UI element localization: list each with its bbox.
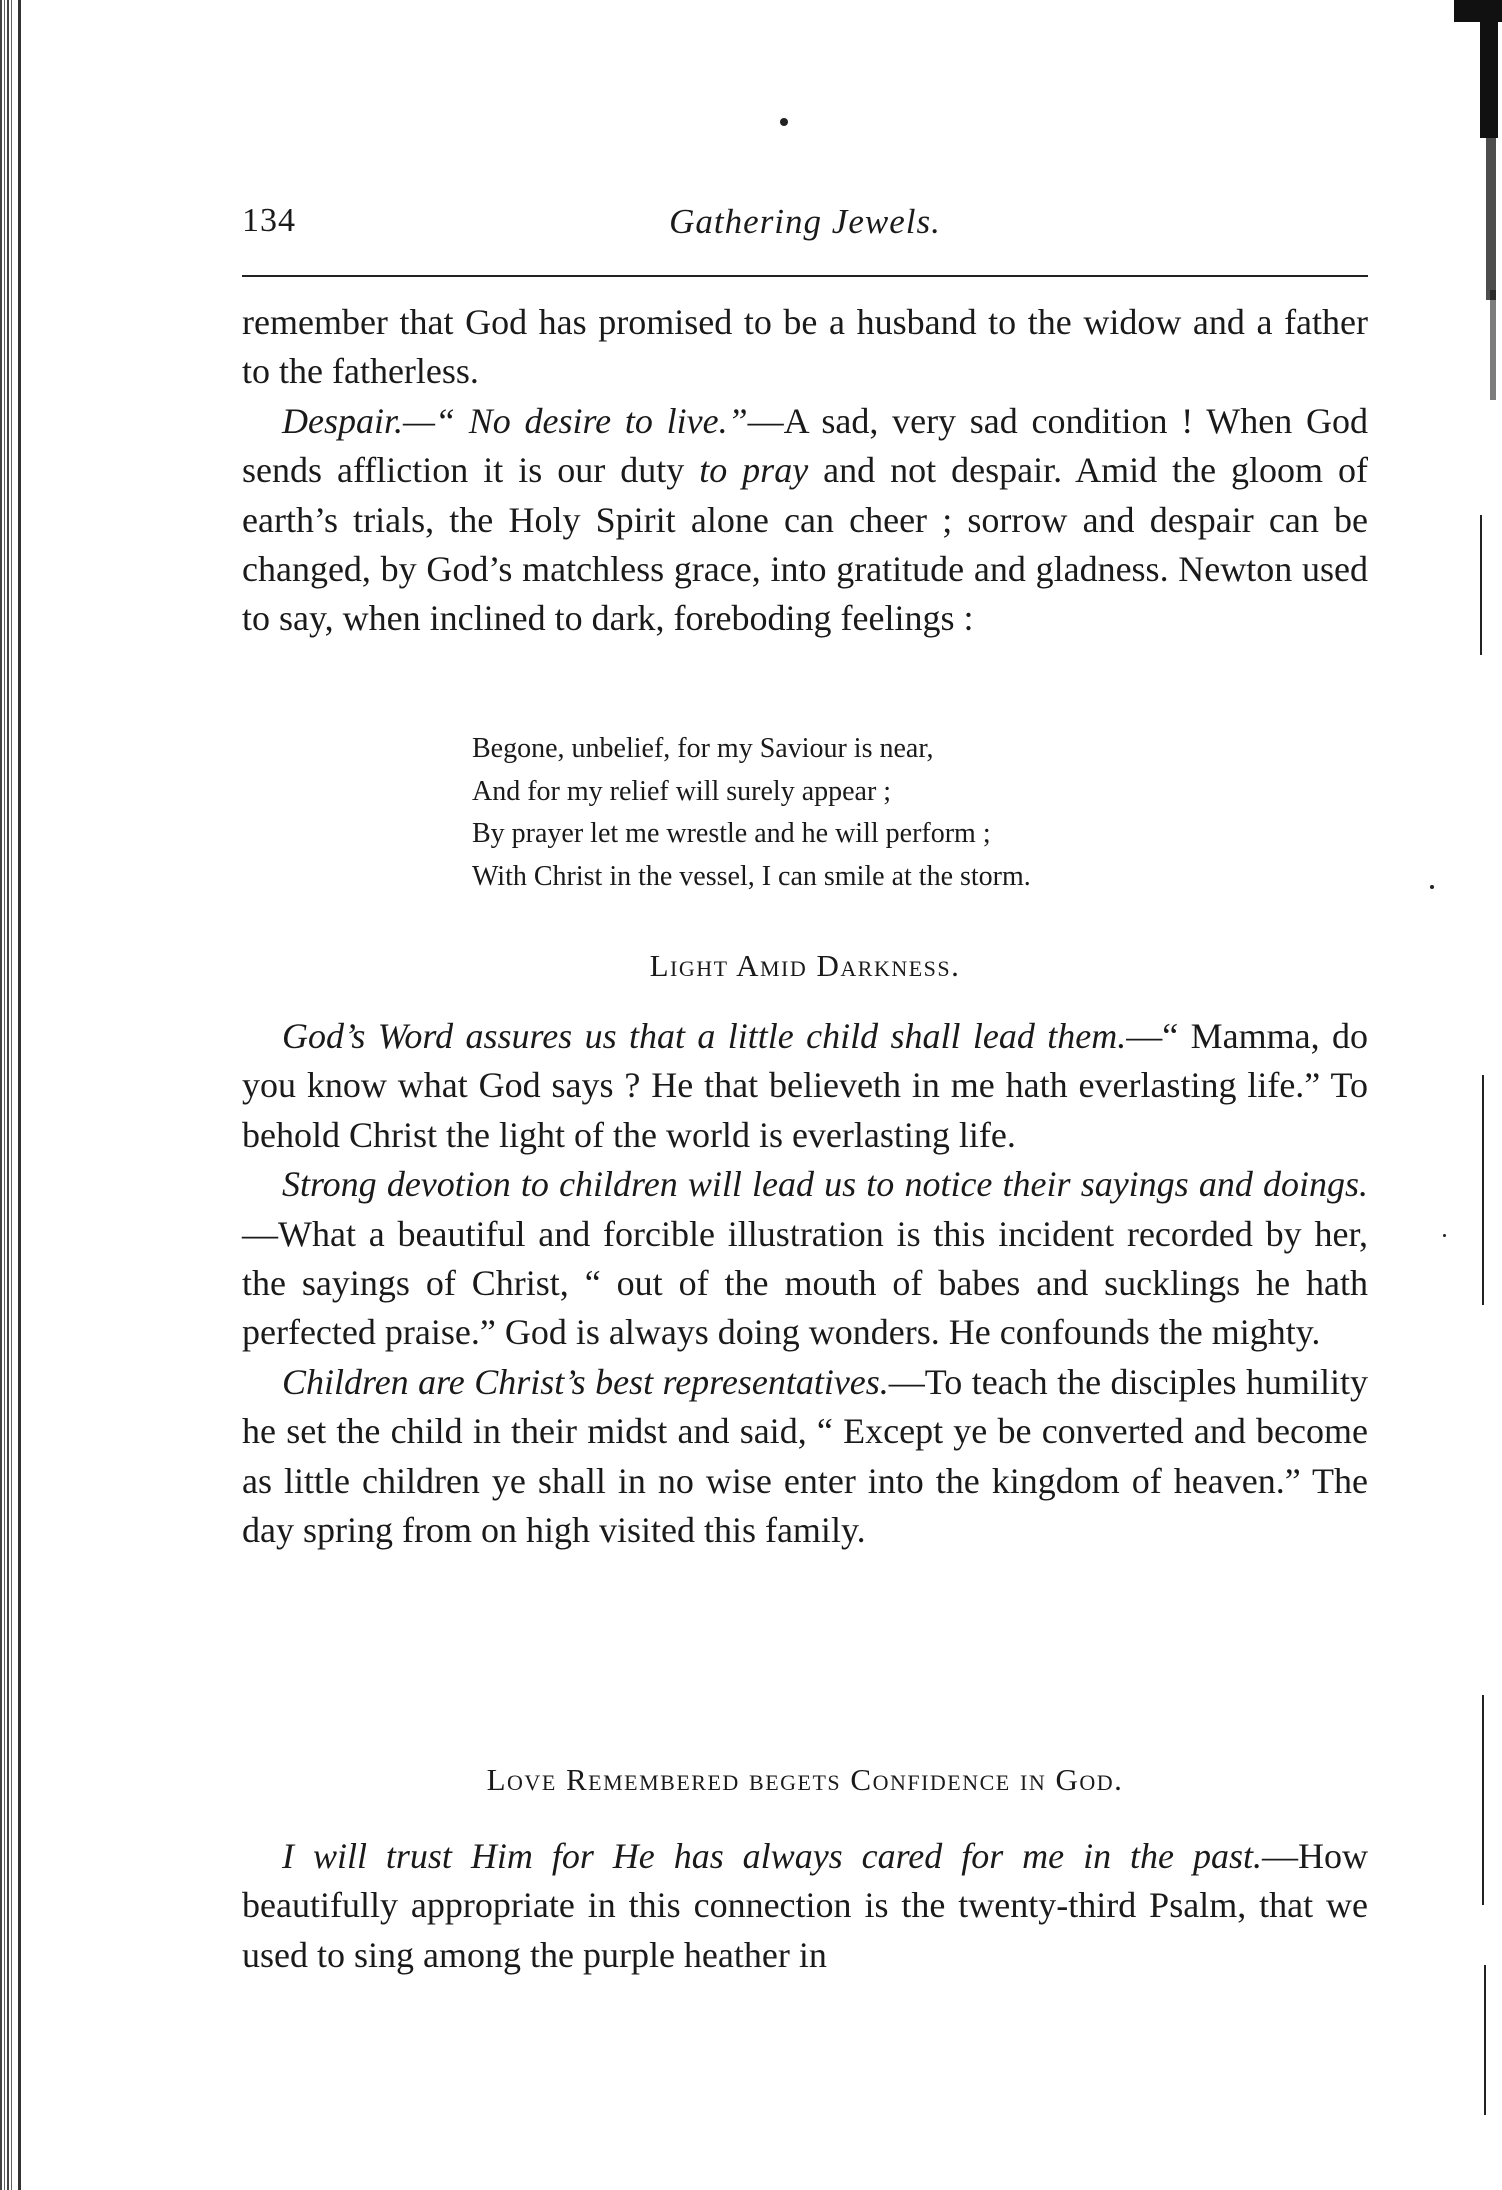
poem-line: By prayer let me wrestle and he will perform ;	[472, 818, 991, 849]
scan-margin-mark	[1480, 515, 1482, 655]
section-love-body	[242, 1832, 1368, 1980]
section-heading: Light Amid Darkness.	[649, 948, 961, 983]
scan-margin-mark	[1484, 1965, 1486, 2115]
scan-edge-left	[0, 0, 14, 2190]
paragraph-lead: Despair.—“ No desire to live.”	[282, 400, 748, 441]
binding-shadow	[1450, 0, 1502, 400]
scan-margin-mark	[1482, 1695, 1484, 1905]
paragraph-lead: God’s Word assures us that a little child shall lead them.	[282, 1016, 1127, 1056]
scan-margin-mark	[1482, 1075, 1484, 1305]
poem-line: And for my relief will surely appear ;	[472, 775, 892, 807]
poem-line: With Christ in the vessel, I can smile at the storm.	[472, 860, 1031, 892]
section-light-body	[242, 1012, 1368, 1555]
running-head	[242, 202, 1368, 254]
paragraph-despair: Despair.—“ No desire to live.”—A sad, very sad condition ! When God sends affliction it is our duty to pray and not despair. Amid the gloom of earth’s trials, the Holy Spirit alone can cheer ; sorrow and despair can be changed, by God’s matchless grace, into gratitude and gladness. Newton used to say, when inclined to dark, foreboding feelings :	[242, 400, 1369, 639]
page-number: 134	[242, 202, 296, 239]
scan-speck	[1443, 1234, 1446, 1237]
scan-speck	[780, 118, 788, 126]
scan-speck	[1430, 885, 1434, 889]
paragraph-continuation: remember that God has promised to be a husband to the widow and a father to the fatherless.	[242, 302, 1368, 392]
header-rule	[242, 275, 1368, 277]
paragraph-lead: I will trust Him for He has always cared for me in the past.	[282, 1836, 1262, 1876]
paragraph-lead: Strong devotion to children will lead us to notice their sayings and doings.	[282, 1164, 1368, 1205]
scan-edge-line	[18, 0, 21, 2190]
paragraph: Strong devotion to children will lead us to notice their sayings and doings.—What a beautiful and forcible illustration is this incident recorded by her, the sayings of Christ, “ out of the mouth of babes and sucklings he hath perfected praise.” God is always doing wonders. He confounds the mighty.	[242, 1164, 1368, 1353]
poem-line: Begone, unbelief, for my Saviour is near,	[472, 733, 934, 764]
paragraph: I will trust Him for He has always cared for me in the past.—How beautifully appropriate in this connection is the twenty-third Psalm, that we used to sing among the purple heather in	[242, 1836, 1368, 1975]
section-light-amid-darkness	[242, 948, 1368, 984]
running-title: Gathering Jewels.	[669, 202, 941, 241]
paragraph: God’s Word assures us that a little child shall lead them.—“ Mamma, do you know what God says ? He that believeth in me hath everlasting life.” To behold Christ the light of the world is everlasting life.	[242, 1016, 1368, 1155]
opening-text	[242, 298, 1368, 644]
paragraph: Children are Christ’s best representatives.—To teach the disciples humility he set the child in their midst and said, “ Except ye be converted and become as little children ye shall in no wise enter into the kingdom of heaven.” The day spring from on high visited this family.	[242, 1361, 1369, 1551]
section-love-remembered	[242, 1762, 1368, 1798]
paragraph-lead: Children are Christ’s best representatives.	[282, 1361, 889, 1402]
hymn-quotation	[472, 728, 1212, 898]
section-heading: Love Remembered begets Confidence in God.	[486, 1762, 1124, 1797]
